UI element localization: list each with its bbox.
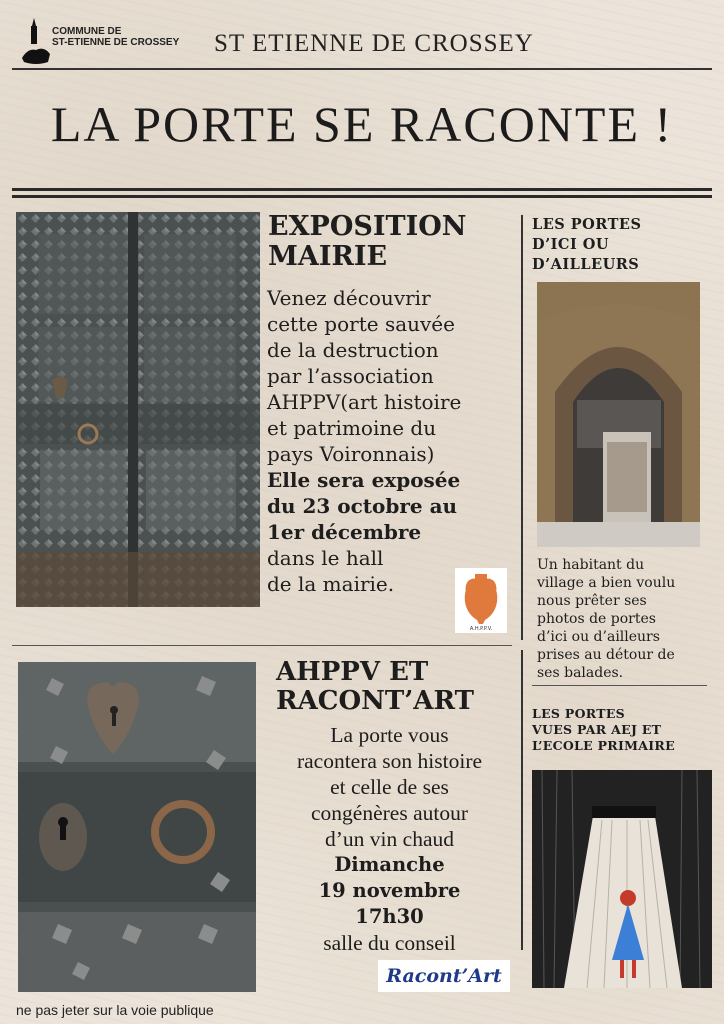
column-divider bbox=[521, 650, 523, 950]
ahppv-text: La porte vous racontera son histoire et celle de ses congénères autour d’un vin chaud Dimanche 19 novembre 17h30 salle du conseil bbox=[296, 723, 483, 955]
church-icon bbox=[22, 18, 50, 66]
right-caption: Un habitant du village a bien voulu nous prêter ses photos de portes d’ici ou d’ailleurs prises au détour de ses balades. bbox=[537, 557, 676, 681]
amphora-label: A.H.P.P.V. bbox=[469, 626, 493, 632]
town-name: ST ETIENNE DE CROSSEY bbox=[214, 30, 534, 57]
racontart-logo-text: Racont’Art bbox=[386, 965, 502, 987]
logo-line-2: ST-ETIENNE DE CROSSEY bbox=[52, 37, 180, 48]
divider bbox=[532, 685, 707, 686]
expo-text: Venez découvrir cette porte sauvée de la destruction par l’association AHPPV(art histoire et patrimoine du pays Voironnais) Elle sera exposée du 23 octobre au 1er décembre dans le hall de la mairie. bbox=[267, 286, 462, 596]
archway-photo bbox=[537, 282, 700, 547]
page-title: LA PORTE SE RACONTE ! bbox=[50, 96, 674, 152]
racontart-logo bbox=[378, 960, 510, 992]
lock-photo bbox=[18, 662, 256, 992]
expo-heading: EXPOSITION MAIRIE bbox=[268, 211, 467, 272]
door-photo bbox=[16, 212, 260, 607]
column-divider bbox=[521, 215, 523, 640]
divider bbox=[12, 188, 712, 191]
footer-note: ne pas jeter sur la voie publique bbox=[16, 1002, 214, 1018]
divider bbox=[12, 68, 712, 70]
divider bbox=[12, 195, 712, 198]
ahppv-logo bbox=[455, 568, 507, 633]
commune-logo bbox=[22, 18, 192, 68]
ahppv-heading: AHPPV ET RACONT’ART bbox=[276, 657, 474, 716]
right-heading-2: LES PORTES VUES PAR AEJ ET L’ECOLE PRIMAIRE bbox=[532, 706, 675, 753]
right-heading-1: LES PORTES D’ICI OU D’AILLEURS bbox=[532, 216, 642, 273]
logo-line-1: COMMUNE DE bbox=[52, 26, 122, 37]
divider bbox=[12, 645, 512, 646]
children-drawing bbox=[532, 770, 712, 988]
